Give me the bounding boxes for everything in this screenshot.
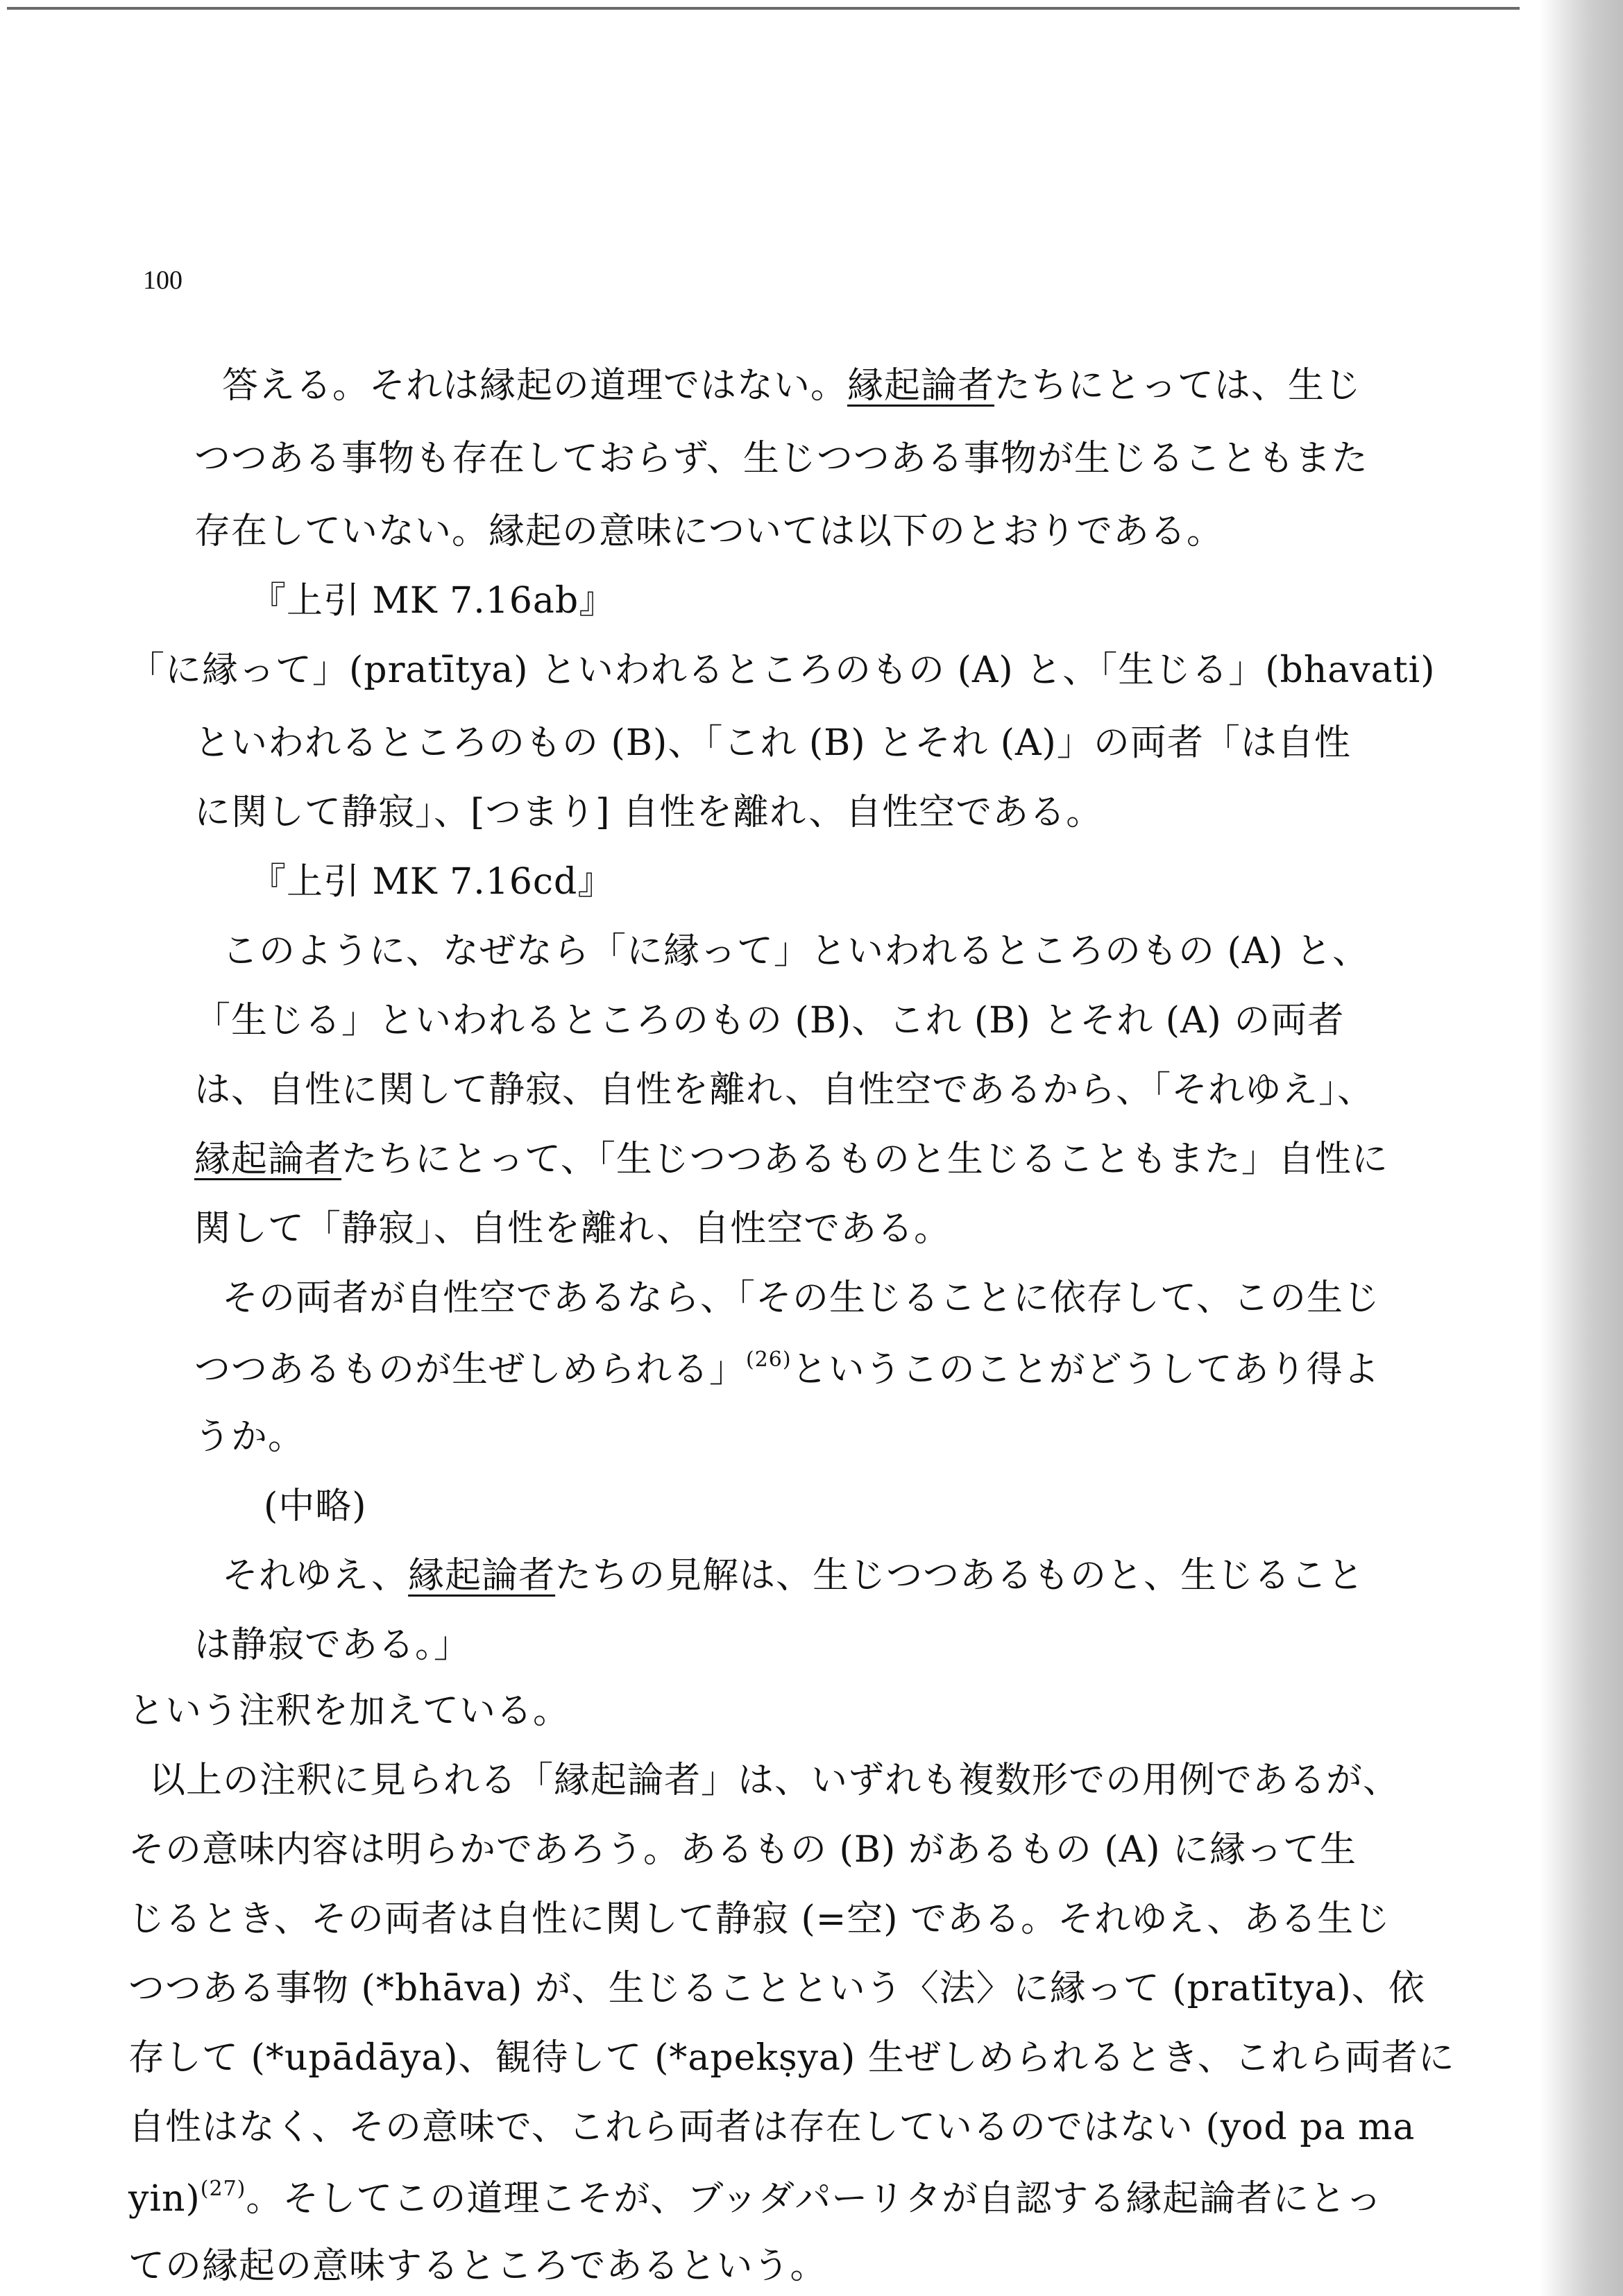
- line-text: たちにとって、「生じつつあるものと生じることもまた」自性に: [341, 1139, 1388, 1180]
- top-rule: [7, 7, 1520, 10]
- text-line: [128, 2037, 1455, 2079]
- text-line: [250, 580, 616, 622]
- text-line: [128, 1898, 1391, 1940]
- text-line: [194, 1139, 1388, 1180]
- text-line: [222, 1277, 1380, 1319]
- line-text: たちにとっては、生じ: [994, 365, 1361, 407]
- text-line: [222, 930, 1370, 972]
- line-text: (中略): [264, 1486, 367, 1527]
- line-text: 関して「静寂」、自性を離れ、自性空である。: [194, 1208, 951, 1250]
- text-line: [194, 722, 1351, 764]
- line-text: 「に縁って」(pratītya) といわれるところのもの (A) と、「生じる」(bhavati): [128, 649, 1436, 691]
- text-line: [128, 649, 1436, 691]
- text-line: [264, 1486, 367, 1527]
- text-line: [222, 365, 1361, 407]
- line-text: ての縁起の意味するところであるという。: [128, 2245, 827, 2287]
- line-text: は静寂である。」: [194, 1624, 471, 1666]
- line-text: 自性はなく、その意味で、これら両者は存在しているのではない (yod pa ma: [128, 2107, 1416, 2148]
- line-text: このように、なぜなら「に縁って」といわれるところのもの (A) と、: [222, 930, 1370, 972]
- text-line: [194, 794, 1103, 831]
- text-line: [194, 1069, 1375, 1111]
- text-line: [128, 2177, 1383, 2220]
- line-text: 『上引 MK 7.16cd』: [250, 861, 615, 903]
- underlined-term: 縁起論者: [847, 365, 995, 407]
- line-text: つつある事物 (*bhāva) が、生じることという〈法〉に縁って (pratītya)、依: [128, 1968, 1425, 2009]
- text-line: [222, 1555, 1365, 1597]
- text-line: [194, 1208, 951, 1250]
- line-text: に関して静寂」、[つまり] 自性を離れ、自性空である。: [194, 792, 1103, 833]
- scan-edge-shadow: [1540, 0, 1623, 2296]
- line-text: それゆえ、: [222, 1555, 409, 1597]
- text-line: [149, 1760, 1400, 1801]
- page-number: 100: [143, 266, 182, 295]
- text-line: [194, 1416, 305, 1458]
- line-text: うか。: [194, 1416, 305, 1458]
- text-line: [194, 1347, 1380, 1391]
- line-text: 存在していない。縁起の意味については以下のとおりである。: [194, 511, 1223, 552]
- line-text: その意味内容は明らかであろう。あるもの (B) があるもの (A) に縁って生: [128, 1829, 1357, 1871]
- line-text: という注釈を加えている。: [128, 1690, 570, 1732]
- line-text: 答える。それは縁起の道理ではない。: [222, 365, 848, 407]
- footnote-ref: (27): [200, 2177, 246, 2201]
- line-text: 。そしてこの道理こそが、ブッダパーリタが自認する縁起論者にとっ: [246, 2178, 1383, 2220]
- underlined-term: 縁起論者: [408, 1555, 556, 1597]
- line-text: といわれるところのもの (B)、「これ (B) とそれ (A)」の両者「は自性: [194, 722, 1351, 764]
- line-text: その両者が自性空であるなら、「その生じることに依存して、この生じ: [222, 1277, 1380, 1319]
- line-text: というこのことがどうしてあり得よ: [791, 1349, 1380, 1391]
- text-line: [128, 1690, 570, 1732]
- line-text: つつあるものが生ぜしめられる」: [194, 1349, 747, 1391]
- underlined-term: 縁起論者: [194, 1139, 342, 1180]
- text-line: [194, 1000, 1345, 1041]
- line-text: たちの見解は、生じつつあるものと、生じること: [555, 1555, 1365, 1597]
- line-text: 存して (*upādāya)、観待して (*apekṣya) 生ぜしめられるとき、これら両者に: [128, 2037, 1455, 2079]
- text-line: [194, 438, 1368, 479]
- line-text: 『上引 MK 7.16ab』: [250, 580, 616, 622]
- line-text: yin): [128, 2178, 201, 2220]
- text-line: [128, 1968, 1425, 2009]
- text-line: [128, 2245, 827, 2287]
- line-text: つつある事物も存在しておらず、生じつつある事物が生じることもまた: [194, 438, 1368, 479]
- line-text: 「生じる」といわれるところのもの (B)、これ (B) とそれ (A) の両者: [194, 1000, 1345, 1041]
- text-line: [250, 861, 615, 903]
- text-line: [128, 2107, 1416, 2148]
- text-line: [194, 513, 1223, 550]
- text-line: [128, 1829, 1357, 1871]
- footnote-ref: (26): [746, 1347, 792, 1372]
- text-line: [194, 1624, 471, 1666]
- line-text: じるとき、その両者は自性に関して静寂 (=空) である。それゆえ、ある生じ: [128, 1898, 1391, 1940]
- line-text: は、自性に関して静寂、自性を離れ、自性空であるから、「それゆえ」、: [194, 1069, 1375, 1111]
- line-text: 以上の注釈に見られる「縁起論者」は、いずれも複数形での用例であるが、: [149, 1760, 1400, 1801]
